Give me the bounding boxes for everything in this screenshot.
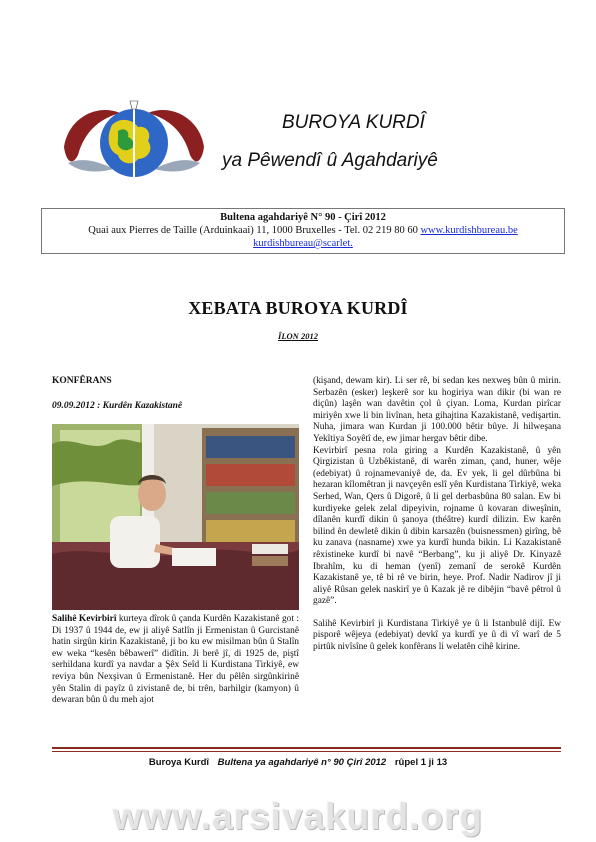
footer-page-number: rûpel 1 ji 13: [394, 757, 448, 768]
article-title: XEBATA BUROYA KURDÎ: [188, 298, 408, 318]
event-date-title: 09.09.2012 : Kurdên Kazakistanê: [52, 401, 183, 411]
right-paragraph-2: Kevirbirî pesna rola giring a Kurdên Kazakistanê, û yên Qirgizistan û Uzbêkistanê, di warên ziman, çand, huner, wêje (edebiyat) û rojnamevaniyê de, da. Ev yek, li gel dûrbûna bi hezaran kîlomêtran ji navçeyên eslî yên Kurdistana Tirkiyê, weka Serhed, Wan, Qers û Digorê, û li gel derbasbûna 80 salan. Ew bi kurdiyeke gelek zelal dipeyivin, rojname û kovaran diweşînin, dîlanên kurdî dikin û şanoya (théâtre) kurdî dilizin. Ew karên bilind ên dewletê dikin û dibin karsazên (buisnessmen) girîng, bê ku zanava (nasname) xwe ya kurdî hunda bikin. Li Kazakistanê rêxistineke kurdî bi navê “Berbang”, ku ji aliyê Dr. Kinyazê Ibrahîm, ku di heman (yenî) zemanî de serokê Kurdên Kazakistanê ye, tê bi rê ve birin, heye. Prof. Nadir Nadirov jî ji aliyê Rûsan gelek naskirî ye û Kazak jê re dibêjin “bavê pêtrol û gazê”.: [313, 445, 561, 607]
bulletin-info-box: [41, 208, 565, 254]
footer-org: Buroya Kurdî: [148, 757, 210, 768]
footer-divider-thin: [52, 751, 561, 752]
watermark: www.arsivakurd.org: [112, 796, 484, 837]
footer-bulletin: Bultena ya agahdariyê n° 90 Çirî 2012: [217, 757, 387, 768]
right-paragraph-1: (kişand, dewam kir). Li ser rê, bi sedan kes nexweş bûn û mirin. Serbazên (esker) leşkerê sor ku hogiriya wan dikir (bi wan re diçûn) laşên wan davêtin çol û çiyan. Loma, Kurdan pirîcar miriyên xwe li bin livînan, heta gihajtina Kazakistanê, vedişartin. Nuha, jimara wan Kurdan ji 100.000 bêtir bûye. Ji hilweşana Yekîtiya Soyêtî de, ew jimar hergav bêtir dibe.: [313, 376, 561, 444]
organization-title: BUROYA KURDÎ: [282, 112, 425, 133]
right-paragraph-3: Salihê Kevirbirî ji Kurdistana Tirkiyê ye û li Istanbulê dijî. Ew pisporê wêjeya (edebiyat) devkî ya kurdî ye û di vî warî de 5 pirtûk nivîsîne û gelek konfêrans li welatên cihê kirine.: [313, 618, 561, 653]
footer-divider: [52, 747, 561, 749]
website-link[interactable]: www.kurdishbureau.be: [420, 225, 518, 236]
kurdish-bureau-logo: [58, 97, 210, 189]
article-column-right: [313, 376, 561, 654]
bulletin-number: Bultena agahdariyê N° 90 - Çirî 2012: [220, 212, 386, 223]
contact-line: [42, 224, 564, 237]
section-heading: KONFÊRANS: [52, 376, 112, 386]
article-column-left: [52, 614, 299, 707]
left-paragraph: [52, 614, 299, 707]
speaker-photo: [52, 424, 299, 610]
article-date: ÎLON 2012: [278, 331, 318, 341]
address-text: Quai aux Pierres de Taille (Arduinkaai) 11, 1000 Bruxelles - Tel. 02 219 80 60: [88, 225, 418, 236]
email-link[interactable]: kurdishbureau@scarlet.: [253, 238, 353, 249]
left-paragraph-text: kurteya dîrok û çanda Kurdên Kazakistanê got : Di 1937 û 1944 de, ew ji aliyê Satlîn ji Ermenistan û Gurcistanê hatin sirgûn kirin Kazakistanê, ji bo ku ew misilman bûn û Stalîn ew weka “kesên bêbawerî” didîtin. Ji berê jî, di 1925 de, piştî serhildana kurdî ya navdar a Şêx Seîd li Kurdistana Tirkiyê, ew reviya bûn Nexşivan û Ermenistanê. Her du pêlên sirgûnkirinê yên Stalin di payîz û zivistanê de, bi trên, barhilgir (kamyon) û dewaran bûn û du meh ajot: [52, 614, 299, 706]
organization-subtitle: ya Pêwendî û Agahdariyê: [222, 150, 438, 171]
email-line: [42, 237, 564, 250]
speaker-name: Salihê Kevirbirî: [52, 614, 117, 624]
page-footer: [0, 757, 596, 768]
